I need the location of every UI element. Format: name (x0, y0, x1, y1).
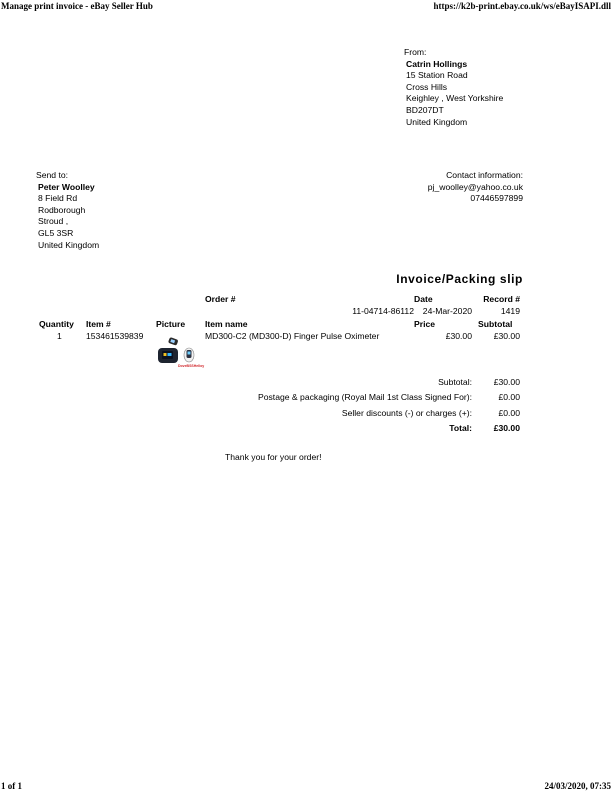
contact-email[interactable]: pj_woolley@yahoo.co.uk (427, 181, 523, 192)
column-price: Price (414, 319, 436, 329)
subtotal-value: £30.00 (493, 377, 520, 387)
item-subtotal: £30.00 (493, 331, 520, 341)
item-picture (156, 336, 205, 372)
item-number: 153461539839 (86, 331, 144, 341)
order-number-label: Order # (205, 294, 236, 304)
column-item-name: Item name (205, 319, 248, 329)
print-footer-timestamp: 24/03/2020, 07:35 (544, 781, 611, 791)
from-address-line: Cross Hills (406, 81, 448, 92)
postage-label: Postage & packaging (Royal Mail 1st Class Signed For): (258, 392, 472, 402)
thank-you-message: Thank you for your order! (225, 452, 322, 462)
postage-value: £0.00 (498, 392, 520, 402)
invoice-title: Invoice/Packing slip (396, 272, 523, 286)
print-header-title: Manage print invoice - eBay Seller Hub (1, 1, 153, 11)
print-footer-page: 1 of 1 (1, 781, 22, 791)
seller-discounts-value: £0.00 (498, 408, 520, 418)
send-to-name: Peter Woolley (38, 181, 95, 192)
from-address-line: 15 Station Road (406, 70, 468, 81)
order-date-label: Date (414, 294, 433, 304)
from-address (404, 70, 503, 128)
send-to-address-line: United Kingdom (38, 239, 100, 250)
item-quantity: 1 (57, 331, 62, 341)
column-picture: Picture (156, 319, 186, 329)
item-picture-caption: DoveBSSHelloy (178, 364, 205, 368)
send-to-label: Send to: (36, 170, 69, 180)
total-label: Total: (449, 423, 472, 433)
record-number-value: 1419 (500, 306, 520, 316)
column-subtotal: Subtotal (478, 319, 513, 329)
send-to-address-line: GL5 3SR (38, 227, 74, 238)
column-item-number: Item # (86, 319, 111, 329)
column-quantity: Quantity (39, 319, 74, 329)
send-to-address-line: Rodborough (38, 204, 86, 215)
contact-label: Contact information: (446, 170, 523, 180)
send-to-address-line: Stroud , (38, 216, 69, 227)
from-address-line: United Kingdom (406, 116, 468, 127)
from-name: Catrin Hollings (406, 58, 468, 69)
seller-discounts-label: Seller discounts (-) or charges (+): (341, 408, 472, 418)
print-header-url: https://k2b-print.ebay.co.uk/ws/eBayISAPI.dll (433, 1, 611, 11)
order-number-value: 11-04714-86112 (352, 306, 414, 316)
item-price: £30.00 (445, 331, 472, 341)
order-date-value: 24-Mar-2020 (422, 306, 472, 316)
from-address-line: Keighley , West Yorkshire (406, 93, 504, 104)
contact-phone: 07446597899 (470, 193, 523, 204)
item-name: MD300-C2 (MD300-D) Finger Pulse Oximeter (205, 331, 380, 341)
subtotal-label: Subtotal: (438, 377, 472, 387)
send-to-block (36, 170, 99, 251)
total-value: £30.00 (493, 423, 520, 433)
from-address-line: BD207DT (406, 104, 444, 115)
from-label: From: (404, 47, 427, 57)
contact-block (428, 170, 523, 205)
from-block (404, 47, 503, 128)
record-number-label: Record # (483, 294, 520, 304)
send-to-address-line: 8 Field Rd (38, 193, 78, 204)
